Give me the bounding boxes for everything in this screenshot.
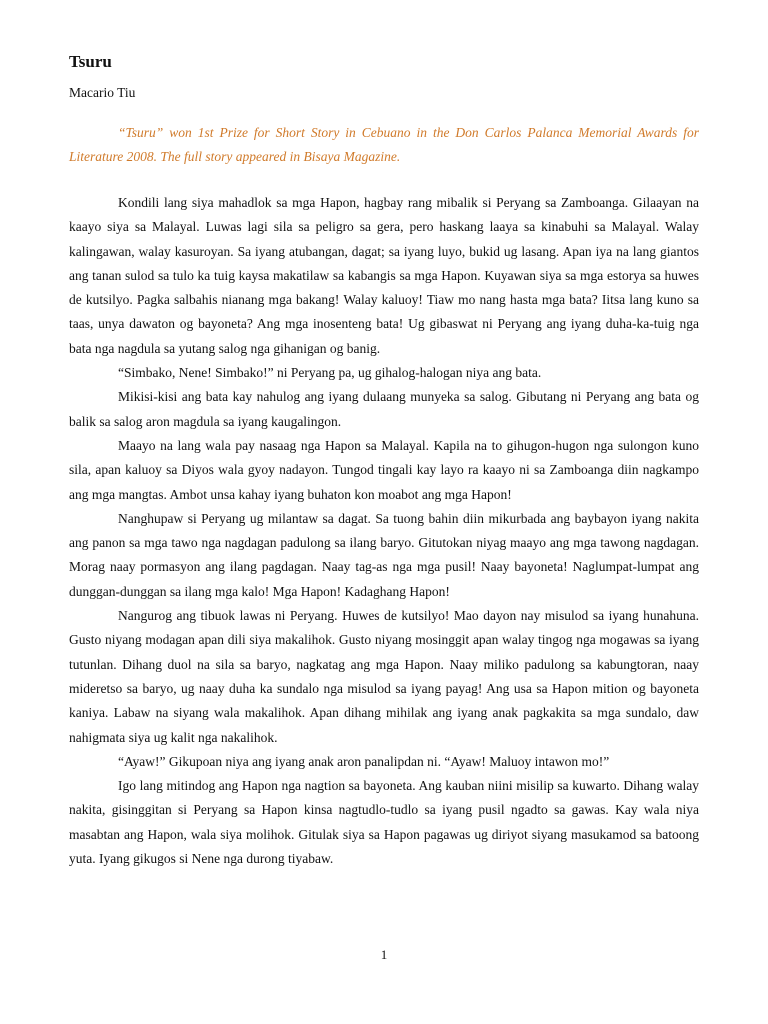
story-paragraph: “Simbako, Nene! Simbako!” ni Peryang pa, ug gihalog-halogan niya ang bata. xyxy=(118,365,542,381)
story-body xyxy=(69,191,699,871)
story-paragraph: Kondili lang siya mahadlok sa mga Hapon, hagbay rang mibalik si Peryang sa Zamboanga. Gilaayan na kaayo siya sa Malayal. Luwas lagi sila sa peligro sa gera, pero haskang laaya sa kinabuhi sa Malayal. Walay kalingawan, walay kasuroyan. Sa iyang atubangan, dagat; sa iyang luyo, bukid ug lasang. Apan iya na lang giantos ang tanan sulod sa tulo ka tuig kaysa makatilaw sa kabangis sa mga Hapon. Kuyawan siya sa mga estorya sa huwes de kutsilyo. Pagka salbahis nianang mga bakang! Walay kaluoy! Tiaw mo nang hasta mga bata? Iitsa lang kuno sa taas, unya dawaton og bayoneta? Ang mga inosenteng bata! Ug gibaswat ni Peryang ang iyang duha-ka-tuig nga bata nga nagdula sa yutang salog nga gihanigan og banig. xyxy=(69,195,699,356)
story-paragraph: Maayo na lang wala pay nasaag nga Hapon sa Malayal. Kapila na to gihugon-hugon nga sulongon kuno sila, apan kaluoy sa Diyos wala gyoy nadayon. Tungod tingali kay layo ra kaayo ni sa Zamboanga diin nagkampo ang mga mangtas. Ambot unsa kahay iyang buhaton kon moabot ang mga Hapon! xyxy=(69,437,699,502)
story-paragraph: Nanghupaw si Peryang ug milantaw sa dagat. Sa tuong bahin diin mikurbada ang baybayon iyang nakita ang panon sa mga tawo nga nagdagan padulong sa ilang baryo. Gitutokan niyag maayo ang mga tawong nagdagan. Morag naay pormasyon ang ilang pagdagan. Naay tag-as nga mga pusil! Naay bayoneta! Naglumpat-lumpat ang dunggan-dunggan sa ilang mga kalo! Mga Hapon! Kadaghang Hapon! xyxy=(69,510,699,599)
page-number: 1 xyxy=(380,947,388,962)
document-page xyxy=(69,50,699,871)
award-note: “Tsuru” won 1st Prize for Short Story in Cebuano in the Don Carlos Palanca Memorial Awards for Literature 2008. The full story appeared in Bisaya Magazine. xyxy=(69,125,699,164)
story-paragraph: Mikisi-kisi ang bata kay nahulog ang iyang dulaang munyeka sa salog. Gibutang ni Peryang ang bata og balik sa salog aron magdula sa iyang kaugalingon. xyxy=(69,389,699,429)
story-paragraph: “Ayaw!” Gikupoan niya ang iyang anak aron panalipdan ni. “Ayaw! Maluoy intawon mo!” xyxy=(118,753,610,769)
author-name: Macario Tiu xyxy=(69,85,136,100)
story-paragraph: Igo lang mitindog ang Hapon nga nagtion sa bayoneta. Ang kauban niini misilip sa kuwarto. Dihang walay nakita, gisinggitan si Peryang sa Hapon kinsa nagtudlo-tudlo sa iyang pusil ngadto sa gawas. Kay wala niya masabtan ang Hapon, wala siya molihok. Gitulak siya sa Hapon pagawas ug diriyot siyang masukamod sa batoong yuta. Iyang gikugos si Nene nga durong tiyabaw. xyxy=(69,778,699,867)
story-title: Tsuru xyxy=(69,52,112,71)
story-paragraph: Nangurog ang tibuok lawas ni Peryang. Huwes de kutsilyo! Mao dayon nay misulod sa iyang hunahuna. Gusto niyang modagan apan dili siya makalihok. Gusto niyang mosinggit apan walay tingog nga mogawas sa iyang tutunlan. Dihang duol na sila sa baryo, nagkatag ang mga Hapon. Naay miliko padulong sa kabungtoran, naay mideretso sa baryo, ug naay duha ka sundalo nga misulod sa iyang payag! Ang usa sa Hapon mition og bayoneta kaniya. Labaw na siyang wala makalihok. Apan dihang mihilak ang iyang anak pagkakita sa mga sundalo, daw nahigmata siya ug kalit nga nakalihok. xyxy=(69,608,699,745)
